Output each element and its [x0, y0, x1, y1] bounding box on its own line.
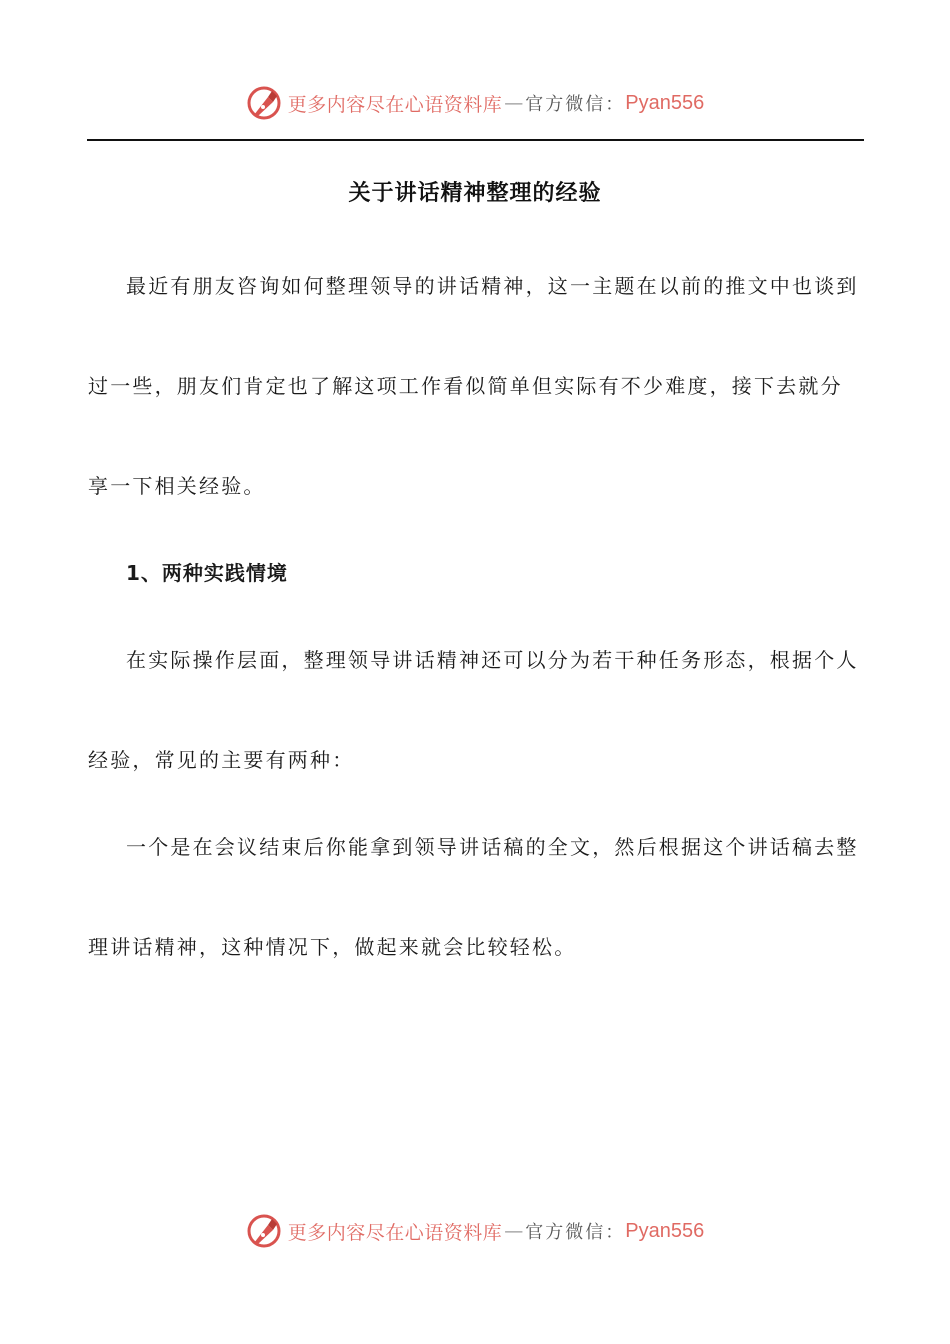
watermark-site-text: 更多内容尽在心语资料库 — [287, 93, 503, 116]
watermark-site-text: 更多内容尽在心语资料库 — [287, 1221, 503, 1244]
header-watermark — [0, 83, 950, 123]
section-heading: 1、两种实践情境 — [126, 561, 288, 585]
watermark-official-label: 官方微信： — [525, 94, 626, 115]
document-title: 关于讲话精神整理的经验 — [348, 181, 602, 206]
watermark-wechat-id: Pyan556 — [625, 91, 705, 114]
paragraph-line: 过一些，朋友们肯定也了解这项工作看似简单但实际有不少难度，接下去就分 — [88, 374, 843, 398]
pen-nib-icon — [246, 1213, 282, 1249]
footer-watermark — [0, 1211, 950, 1251]
watermark-official-label: 官方微信： — [525, 1222, 626, 1243]
header-divider — [87, 139, 864, 141]
watermark-dash: — — [504, 1220, 524, 1242]
paragraph-line: 在实际操作层面，整理领导讲话精神还可以分为若干种任务形态，根据个人 — [126, 648, 859, 672]
paragraph-line: 经验，常见的主要有两种： — [88, 748, 355, 772]
paragraph-line: 享一下相关经验。 — [88, 474, 266, 498]
pen-nib-icon — [246, 85, 282, 121]
paragraph-line: 最近有朋友咨询如何整理领导的讲话精神，这一主题在以前的推文中也谈到 — [126, 274, 859, 298]
watermark-dash: — — [504, 92, 524, 114]
paragraph-line: 理讲话精神，这种情况下，做起来就会比较轻松。 — [88, 935, 577, 959]
paragraph-line: 一个是在会议结束后你能拿到领导讲话稿的全文，然后根据这个讲话稿去整 — [126, 835, 859, 859]
watermark-wechat-id: Pyan556 — [625, 1219, 705, 1242]
